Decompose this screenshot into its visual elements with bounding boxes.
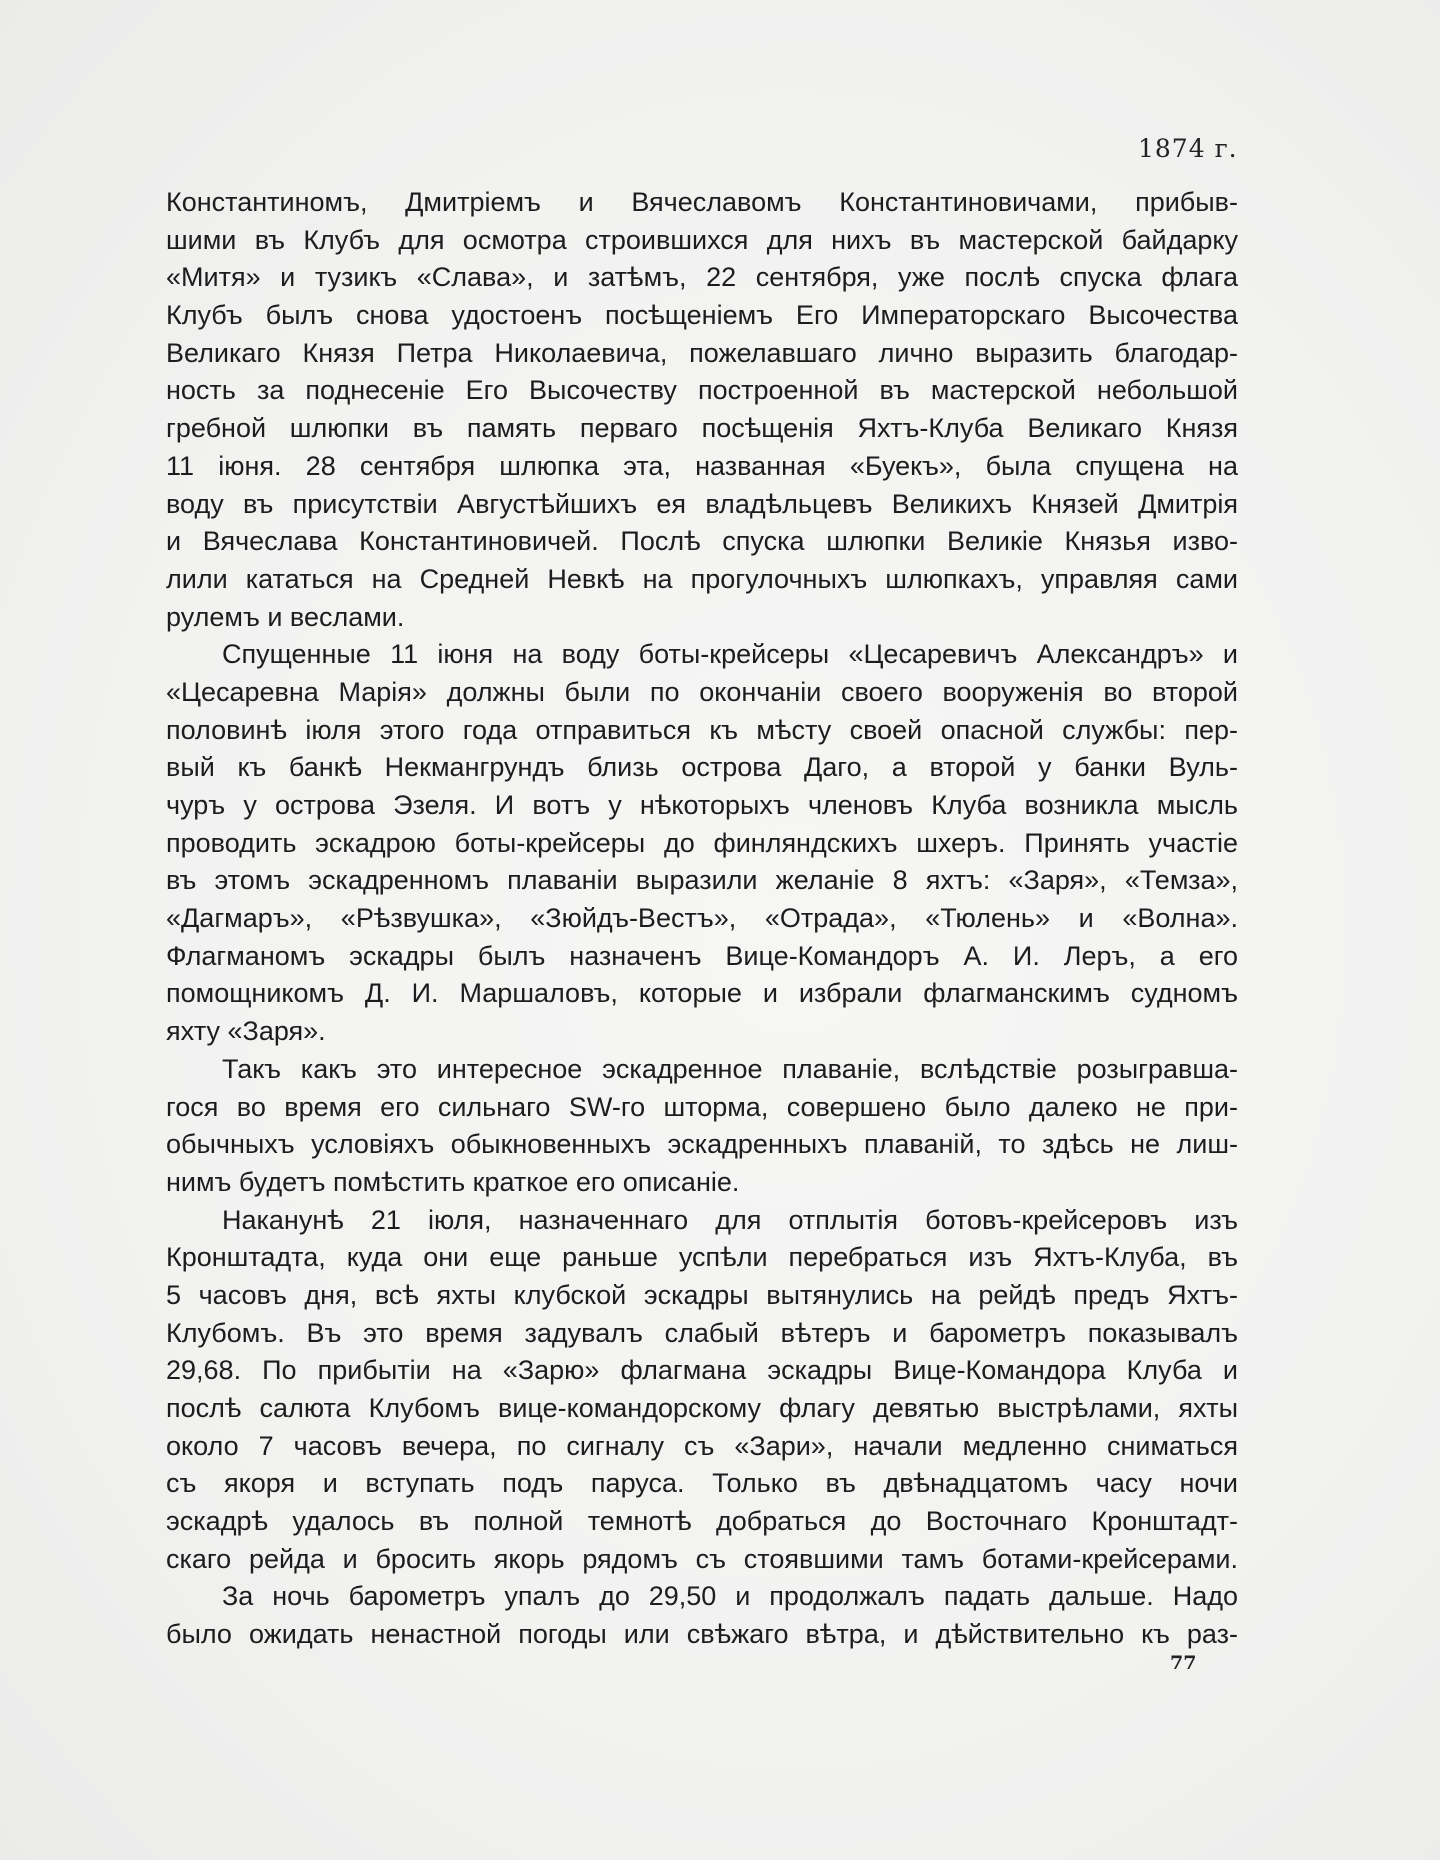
text-line xyxy=(166,1164,1238,1202)
text-line-content: Клубъ былъ снова удостоенъ посѣщеніемъ Его Императорскаго Высочества xyxy=(166,300,1238,331)
text-line xyxy=(166,674,1238,712)
text-line-content: Такъ какъ это интересное эскадренное плаваніе, вслѣдствіе розыгравша- xyxy=(222,1053,1238,1084)
text-line xyxy=(166,787,1238,825)
text-line xyxy=(166,975,1238,1013)
text-line xyxy=(166,938,1238,976)
text-line xyxy=(166,1239,1238,1277)
text-line-content: чуръ у острова Эзеля. И вотъ у нѣкоторыхъ членовъ Клуба возникла мысль xyxy=(166,790,1238,820)
text-line xyxy=(166,222,1238,260)
text-line xyxy=(166,523,1238,561)
text-line-content: Спущенные 11 іюня на воду боты-крейсеры «Цесаревичъ Александръ» и xyxy=(222,639,1238,670)
text-line xyxy=(166,486,1238,524)
text-line-content: «Дагмаръ», «Рѣзвушка», «Зюйдъ-Вестъ», «Отрада», «Тюлень» и «Волна». xyxy=(166,903,1238,934)
text-line xyxy=(166,259,1238,297)
text-line-content: и Вячеслава Константиновичей. Послѣ спуска шлюпки Великіе Князья изво- xyxy=(166,526,1238,557)
text-line-content: Великаго Князя Петра Николаевича, пожелавшаго лично выразить благодар- xyxy=(166,337,1238,368)
text-line-content: съ якоря и вступать подъ паруса. Только въ двѣнадцатомъ часу ночи xyxy=(166,1468,1238,1499)
text-line-content: 5 часовъ дня, всѣ яхты клубской эскадры вытянулись на рейдѣ предъ Яхтъ- xyxy=(166,1279,1238,1310)
text-line-content: За ночь барометръ упалъ до 29,50 и продолжалъ падать дальше. Надо xyxy=(222,1581,1238,1612)
text-line xyxy=(166,1051,1238,1089)
text-line-content: помощникомъ Д. И. Маршаловъ, которые и избрали флагманскимъ судномъ xyxy=(166,978,1238,1009)
text-line xyxy=(166,599,1238,637)
text-line xyxy=(166,1126,1238,1164)
text-line xyxy=(166,712,1238,750)
text-line-content: 29,68. По прибытіи на «Зарю» флагмана эскадры Вице-Командора Клуба и xyxy=(166,1355,1238,1386)
text-line-content: воду въ присутствіи Августѣйшихъ ея владѣльцевъ Великихъ Князей Дмитрія xyxy=(166,488,1238,519)
text-line-content: половинѣ іюля этого года отправиться къ мѣсту своей опасной службы: пер- xyxy=(166,714,1238,745)
text-line xyxy=(166,1315,1238,1353)
text-line-content: рулемъ и веслами. xyxy=(166,601,405,632)
text-line xyxy=(166,410,1238,448)
text-line xyxy=(166,900,1238,938)
text-line-content: шими въ Клубъ для осмотра строившихся для нихъ въ мастерской байдарку xyxy=(166,224,1238,255)
text-line xyxy=(166,1013,1238,1051)
text-line-content: Константиномъ, Дмитріемъ и Вячеславомъ Константиновичами, прибыв- xyxy=(166,187,1238,217)
text-line xyxy=(166,1352,1238,1390)
text-line xyxy=(166,636,1238,674)
text-line xyxy=(166,1541,1238,1579)
text-line xyxy=(166,561,1238,599)
body-text xyxy=(166,184,1238,1654)
text-line xyxy=(166,1578,1238,1616)
text-line-content: Флагманомъ эскадры былъ назначенъ Вице-Командоръ А. И. Леръ, а его xyxy=(166,940,1238,971)
text-line-content: Кронштадта, куда они еще раньше успѣли перебраться изъ Яхтъ-Клуба, въ xyxy=(166,1242,1238,1273)
text-line-content: обычныхъ условіяхъ обыкновенныхъ эскадренныхъ плаваній, то здѣсь не лиш- xyxy=(166,1129,1238,1160)
page-number: 77 xyxy=(1170,1652,1197,1674)
text-line-content: проводить эскадрою боты-крейсеры до финляндскихъ шхеръ. Принять участіе xyxy=(166,827,1238,858)
text-line xyxy=(166,1503,1238,1541)
text-line xyxy=(166,335,1238,373)
text-line-content: гося во время его сильнаго SW-го шторма, совершено было далеко не при- xyxy=(166,1091,1238,1122)
running-head-year: 1874 г. xyxy=(1138,134,1238,163)
text-line-content: эскадрѣ удалось въ полной темнотѣ добраться до Восточнаго Кронштадт- xyxy=(166,1506,1238,1537)
text-line-content: Наканунѣ 21 іюля, назначеннаго для отплытія ботовъ-крейсеровъ изъ xyxy=(222,1204,1238,1235)
text-line xyxy=(166,1277,1238,1315)
text-line xyxy=(166,372,1238,410)
text-line xyxy=(166,297,1238,335)
text-line xyxy=(166,1202,1238,1240)
text-line-content: было ожидать ненастной погоды или свѣжаго вѣтра, и дѣйствительно къ раз- xyxy=(166,1619,1238,1650)
text-line-content: «Цесаревна Марія» должны были по окончаніи своего вооруженія во второй xyxy=(166,676,1238,707)
text-line xyxy=(166,862,1238,900)
text-line-content: въ этомъ эскадренномъ плаваніи выразили желаніе 8 яхтъ: «Заря», «Темза», xyxy=(166,865,1238,896)
text-line-content: около 7 часовъ вечера, по сигналу съ «Зари», начали медленно сниматься xyxy=(166,1430,1238,1461)
text-line xyxy=(166,184,1238,222)
text-line xyxy=(166,749,1238,787)
text-line-content: Клубомъ. Въ это время задувалъ слабый вѣтеръ и барометръ показывалъ xyxy=(166,1317,1238,1348)
text-line-content: нимъ будетъ помѣстить краткое его описаніе. xyxy=(166,1166,740,1197)
text-line-content: гребной шлюпки въ память перваго посѣщенія Яхтъ-Клуба Великаго Князя xyxy=(166,413,1238,444)
text-line xyxy=(166,1390,1238,1428)
text-line-content: скаго рейда и бросить якорь рядомъ съ стоявшими тамъ ботами-крейсерами. xyxy=(166,1543,1238,1574)
text-line xyxy=(166,1089,1238,1127)
text-line xyxy=(166,1616,1238,1654)
text-line xyxy=(166,1465,1238,1503)
text-line-content: яхту «Заря». xyxy=(166,1016,326,1047)
text-line-content: «Митя» и тузикъ «Слава», и затѣмъ, 22 сентября, уже послѣ спуска флага xyxy=(166,262,1238,293)
text-line-content: вый къ банкѣ Некмангрундъ близь острова Даго, а второй у банки Вуль- xyxy=(166,752,1238,783)
text-line-content: лили кататься на Средней Невкѣ на прогулочныхъ шлюпкахъ, управляя сами xyxy=(166,563,1238,594)
text-line-content: 11 іюня. 28 сентября шлюпка эта, названная «Буекъ», была спущена на xyxy=(166,450,1238,481)
text-line xyxy=(166,1428,1238,1466)
text-line-content: ность за поднесеніе Его Высочеству построенной въ мастерской небольшой xyxy=(166,375,1238,406)
text-line-content: послѣ салюта Клубомъ вице-командорскому флагу девятью выстрѣлами, яхты xyxy=(166,1393,1238,1423)
text-line xyxy=(166,448,1238,486)
text-line xyxy=(166,825,1238,863)
